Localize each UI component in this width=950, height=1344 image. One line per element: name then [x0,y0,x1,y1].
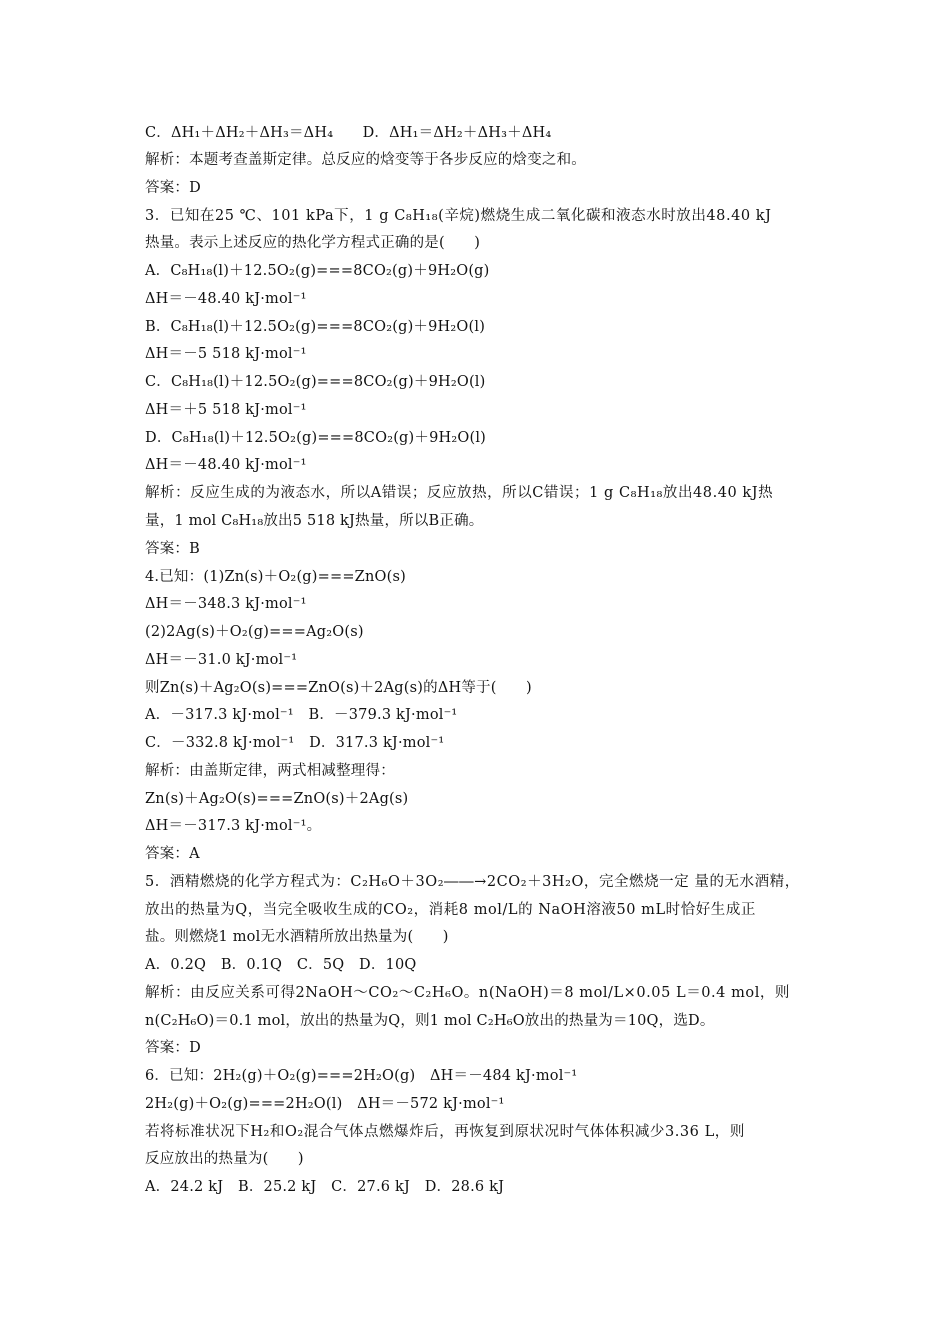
analysis-line: n(C₂H₆O)＝0.1 mol，放出的热量为Q，则1 mol C₂H₆O放出的热量为＝10Q，选D。 [145,1013,715,1029]
option-a-enthalpy: ΔH＝－48.40 kJ·mol⁻¹ [145,291,307,307]
question-6-text: 若将标准状况下H₂和O₂混合气体点燃爆炸后，再恢复到原状况时气体体积减少3.36 L，则 [145,1124,745,1140]
question-5-text: 盐。则燃烧1 mol无水酒精所放出热量为( ) [145,929,449,945]
option-c-enthalpy: ΔH＝＋5 518 kJ·mol⁻¹ [145,402,307,418]
answer-line: 答案：D [145,180,201,196]
equation-line: ΔH＝－348.3 kJ·mol⁻¹ [145,596,307,612]
option-line: A．0.2Q B．0.1Q C．5Q D．10Q [145,957,417,973]
equation-line: ΔH＝－31.0 kJ·mol⁻¹ [145,652,298,668]
question-6-text: 反应放出的热量为( ) [145,1151,304,1167]
analysis-line: 解析：由盖斯定律，两式相减整理得： [145,763,395,779]
question-6-text: 6．已知：2H₂(g)＋O₂(g)===2H₂O(g) ΔH＝－484 kJ·mol⁻¹ [145,1068,578,1084]
option-a: A．C₈H₁₈(l)＋12.5O₂(g)===8CO₂(g)＋9H₂O(g) [145,263,490,279]
option-b-enthalpy: ΔH＝－5 518 kJ·mol⁻¹ [145,346,307,362]
answer-line: 答案：B [145,541,200,557]
analysis-line: 解析：由反应关系可得2NaOH～CO₂～C₂H₆O。n(NaOH)＝8 mol/L×0.05 L＝0.4 mol，则 [145,985,790,1001]
option-b: B．C₈H₁₈(l)＋12.5O₂(g)===8CO₂(g)＋9H₂O(l) [145,319,486,335]
equation-line: Zn(s)＋Ag₂O(s)===ZnO(s)＋2Ag(s) [145,791,409,807]
answer-line: 答案：D [145,1040,201,1056]
question-5-text: 放出的热量为Q，当完全吸收生成的CO₂，消耗8 mol/L的 NaOH溶液50 mL时恰好生成正 [145,902,756,918]
option-line: C．－332.8 kJ·mol⁻¹ D．317.3 kJ·mol⁻¹ [145,735,445,751]
option-c: C．C₈H₁₈(l)＋12.5O₂(g)===8CO₂(g)＋9H₂O(l) [145,374,486,390]
equation-line: 2H₂(g)＋O₂(g)===2H₂O(l) ΔH＝－572 kJ·mol⁻¹ [145,1096,505,1112]
question-4-text: 4.已知：(1)Zn(s)＋O₂(g)===ZnO(s) [145,569,406,585]
option-line: A．－317.3 kJ·mol⁻¹ B．－379.3 kJ·mol⁻¹ [145,707,458,723]
question-3-text: 3．已知在25 ℃、101 kPa下，1 g C₈H₁₈(辛烷)燃烧生成二氧化碳和液态水时放出48.40 kJ [145,208,772,224]
option-d-enthalpy: ΔH＝－48.40 kJ·mol⁻¹ [145,457,307,473]
analysis-line: 解析：反应生成的为液态水，所以A错误；反应放热，所以C错误；1 g C₈H₁₈放出48.40 kJ热 [145,485,774,501]
question-4-text: 则Zn(s)＋Ag₂O(s)===ZnO(s)＋2Ag(s)的ΔH等于( ) [145,680,532,696]
answer-line: 答案：A [145,846,200,862]
equation-line: ΔH＝－317.3 kJ·mol⁻¹。 [145,818,322,834]
analysis-line: 解析：本题考查盖斯定律。总反应的焓变等于各步反应的焓变之和。 [145,152,586,168]
equation-line: (2)2Ag(s)＋O₂(g)===Ag₂O(s) [145,624,364,640]
option-line: A．24.2 kJ B．25.2 kJ C．27.6 kJ D．28.6 kJ [145,1179,505,1195]
option-d: D．C₈H₁₈(l)＋12.5O₂(g)===8CO₂(g)＋9H₂O(l) [145,430,487,446]
option-line: C．ΔH₁＋ΔH₂＋ΔH₃＝ΔH₄ D．ΔH₁＝ΔH₂＋ΔH₃＋ΔH₄ [145,125,552,141]
analysis-line: 量，1 mol C₈H₁₈放出5 518 kJ热量，所以B正确。 [145,513,484,529]
question-5-text: 5．酒精燃烧的化学方程式为：C₂H₆O＋3O₂――→2CO₂＋3H₂O，完全燃烧一定 量的无水酒精， [145,874,800,890]
question-3-text: 热量。表示上述反应的热化学方程式正确的是( ) [145,235,481,251]
